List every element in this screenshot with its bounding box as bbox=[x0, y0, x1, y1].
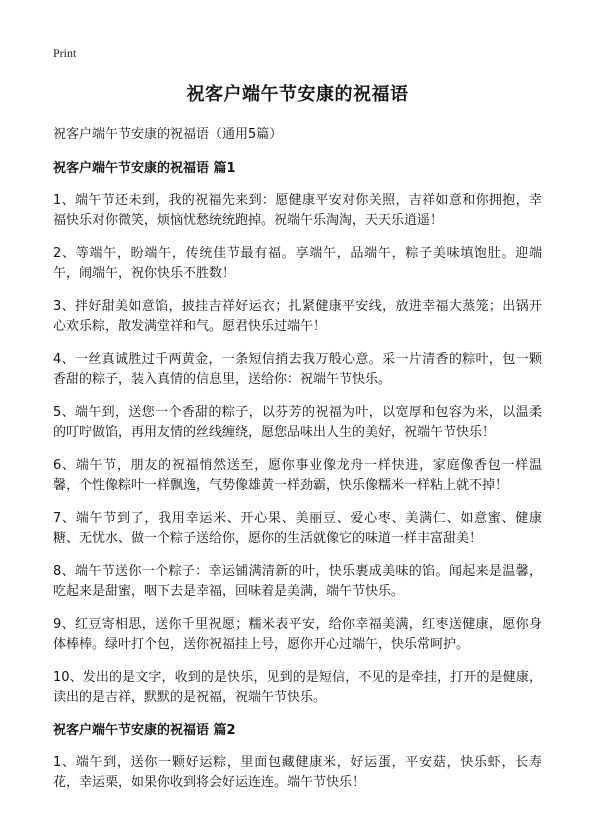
document-subtitle: 祝客户端午节安康的祝福语（通用5篇） bbox=[53, 127, 283, 142]
paragraph: 7、端午节到了，我用幸运米、开心果、美丽豆、爱心枣、美满仁、如意蜜、健康糖、无忧水、做一个粽子送给你，愿你的生活就像它的味道一样丰富甜美！ bbox=[53, 511, 542, 546]
paragraph: 10、发出的是文字，收到的是快乐，见到的是短信，不见的是牵挂，打开的是健康，读出的是吉祥，默默的是祝福，祝端午节快乐。 bbox=[53, 670, 542, 705]
paragraph: 6、端午节，朋友的祝福悄然送至，愿你事业像龙舟一样快进，家庭像香包一样温馨，个性像粽叶一样飘逸，气势像雄黄一样劲霸，快乐像糯米一样粘上就不掉！ bbox=[53, 458, 542, 493]
paragraph: 9、红豆寄相思，送你千里祝愿；糯米表平安，给你幸福美满，红枣送健康，愿你身体棒棒。绿叶打个包，送你祝福挂上号，愿你开心过端午，快乐常呵护。 bbox=[53, 617, 542, 652]
paragraph: 1、端午节还未到，我的祝福先来到：愿健康平安对你关照，吉祥如意和你拥抱，幸福快乐对你微笑，烦恼忧愁统统跑掉。祝端午乐淘淘，天天乐逍遥！ bbox=[53, 193, 542, 228]
print-label: Print bbox=[53, 46, 77, 60]
page-title: 祝客户端午节安康的祝福语 bbox=[186, 84, 409, 105]
paragraph: 4、一丝真诚胜过千两黄金，一条短信捎去我万般心意。采一片清香的粽叶，包一颗香甜的粽子，装入真情的信息里，送给你：祝端午节快乐。 bbox=[53, 352, 542, 387]
paragraph: 1、端午到，送你一颗好运粽，里面包藏健康米，好运蛋，平安菇，快乐虾，长寿花，幸运栗，如果你收到将会好运连连。端午节快乐！ bbox=[53, 755, 542, 790]
section-2 bbox=[53, 721, 542, 793]
section-1 bbox=[53, 159, 542, 708]
section-heading: 祝客户端午节安康的祝福语 篇2 bbox=[53, 723, 236, 738]
paragraph: 5、端午到，送您一个香甜的粽子，以芬芳的祝福为叶，以宽厚和包容为米，以温柔的叮咛做馅，再用友情的丝线缠绕，愿您品味出人生的美好，祝端午节快乐！ bbox=[53, 405, 542, 440]
paragraph: 3、拌好甜美如意馅，披挂吉祥好运衣；扎紧健康平安线，放进幸福大蒸笼；出锅开心欢乐粽，散发满堂祥和气。愿君快乐过端午！ bbox=[53, 299, 542, 334]
paragraph: 2、等端午，盼端午，传统佳节最有福。享端午，品端午，粽子美味填饱肚。迎端午，闹端午，祝你快乐不胜数！ bbox=[53, 246, 542, 281]
paragraph: 8、端午节送你一个粽子：幸运铺满清新的叶，快乐裹成美味的馅。闻起来是温馨，吃起来是甜蜜，咽下去是幸福，回味着是美满，端午节快乐。 bbox=[53, 564, 542, 599]
section-heading: 祝客户端午节安康的祝福语 篇1 bbox=[53, 161, 236, 176]
